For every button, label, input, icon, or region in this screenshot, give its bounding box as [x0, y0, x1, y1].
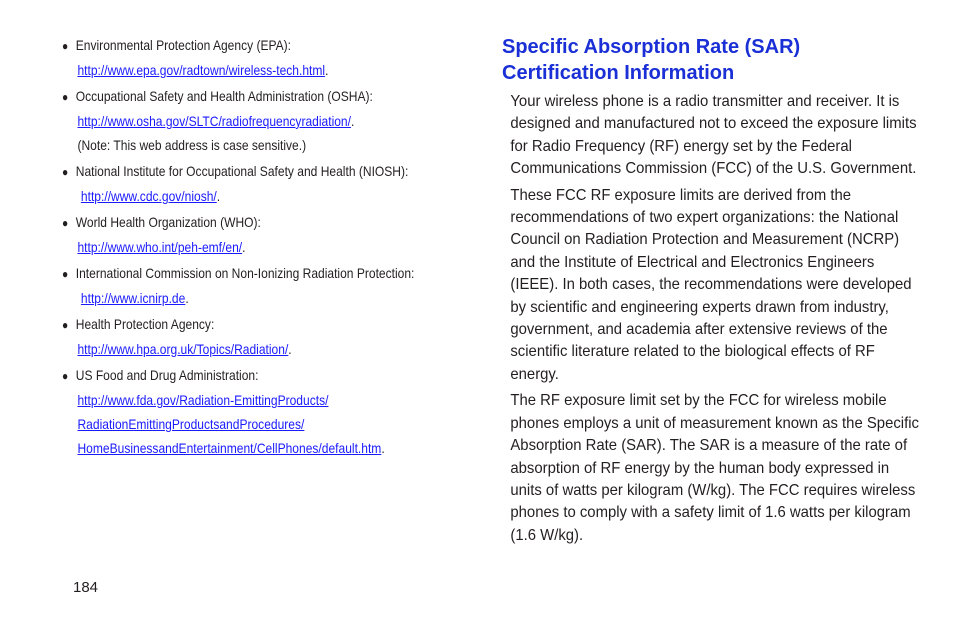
list-item-who [62, 210, 475, 259]
bullet-icon: ● [62, 318, 69, 332]
link-suffix: . [242, 239, 246, 255]
agency-label: International Commission on Non-Ionizing Radiation Protection: [75, 265, 415, 281]
bullet-icon: ● [62, 39, 69, 53]
heading-line: Specific Absorption Rate (SAR) [502, 36, 801, 58]
paragraph: These FCC RF exposure limits are derived from the recommendations of two expert organizations: the National Council on Radiation Protection and Measurement (NCRP) and the Institute of Electrical and Electronics Engineers (IEEE). In both cases, the recommendations were developed by scientific and engineering experts drawn from industry, government, and academia after extensive reviews of the scientific literature related to the biological effects of RF energy. [510, 186, 912, 383]
agency-link[interactable]: http://www.osha.gov/SLTC/radiofrequencyradiation/ [77, 113, 351, 129]
link-suffix: . [350, 113, 355, 129]
link-suffix: . [185, 290, 189, 306]
agency-link[interactable]: HomeBusinessandEntertainment/CellPhones/default.htm [77, 440, 382, 456]
bullet-icon: ● [62, 216, 69, 230]
link-suffix: . [288, 341, 292, 357]
agency-label: Occupational Safety and Health Administration (OSHA): [75, 88, 373, 104]
agency-label: US Food and Drug Administration: [75, 367, 259, 383]
list-item-icnirp [62, 261, 475, 310]
agency-link[interactable]: http://www.icnirp.de [80, 290, 186, 306]
list-item-niosh [62, 159, 475, 208]
agency-link[interactable]: http://www.fda.gov/Radiation-EmittingProducts/ [77, 392, 329, 408]
agency-label: World Health Organization (WHO): [75, 214, 261, 230]
section-body [502, 91, 920, 547]
bullet-icon: ● [62, 267, 69, 281]
heading-line: Certification Information [502, 62, 735, 84]
list-item-osha [62, 84, 475, 157]
agency-link[interactable]: http://www.cdc.gov/niosh/ [80, 188, 217, 204]
agency-link[interactable]: http://www.hpa.org.uk/Topics/Radiation/ [77, 341, 289, 357]
link-suffix: . [325, 62, 329, 78]
bullet-icon: ● [62, 165, 69, 179]
agency-link[interactable]: RadiationEmittingProductsandProcedures/ [77, 416, 305, 432]
page-number: 184 [73, 579, 99, 596]
agency-label: Health Protection Agency: [75, 316, 215, 332]
case-sensitive-note: (Note: This web address is case sensitive.) [77, 137, 307, 153]
section-heading [502, 34, 912, 86]
link-suffix: . [381, 440, 385, 456]
list-item-fda [62, 363, 475, 460]
paragraph: Your wireless phone is a radio transmitter and receiver. It is designed and manufactured not to exceed the exposure limits for Radio Frequency (RF) energy set by the Federal Communications Commission (FCC) of the U.S. Government. [510, 93, 917, 178]
list-item-epa [62, 33, 475, 82]
agency-label: National Institute for Occupational Safety and Health (NIOSH): [75, 163, 409, 179]
bullet-icon: ● [62, 90, 69, 104]
agency-label: Environmental Protection Agency (EPA): [75, 37, 292, 53]
link-suffix: . [216, 188, 221, 204]
agency-links-list [62, 33, 472, 460]
sar-section [502, 34, 919, 551]
agency-link[interactable]: http://www.epa.gov/radtown/wireless-tech.html [77, 62, 326, 78]
bullet-icon: ● [62, 369, 69, 383]
paragraph: The RF exposure limit set by the FCC for wireless mobile phones employs a unit of measurement known as the Specific Absorption Rate (SAR). The SAR is a measure of the rate of absorption of RF energy by the human body expressed in units of watts per kilogram (W/kg). The FCC requires wireless phones to comply with a safety limit of 1.6 watts per kilogram (1.6 W/kg). [510, 392, 919, 544]
list-item-hpa [62, 312, 475, 361]
agency-link[interactable]: http://www.who.int/peh-emf/en/ [77, 239, 243, 255]
